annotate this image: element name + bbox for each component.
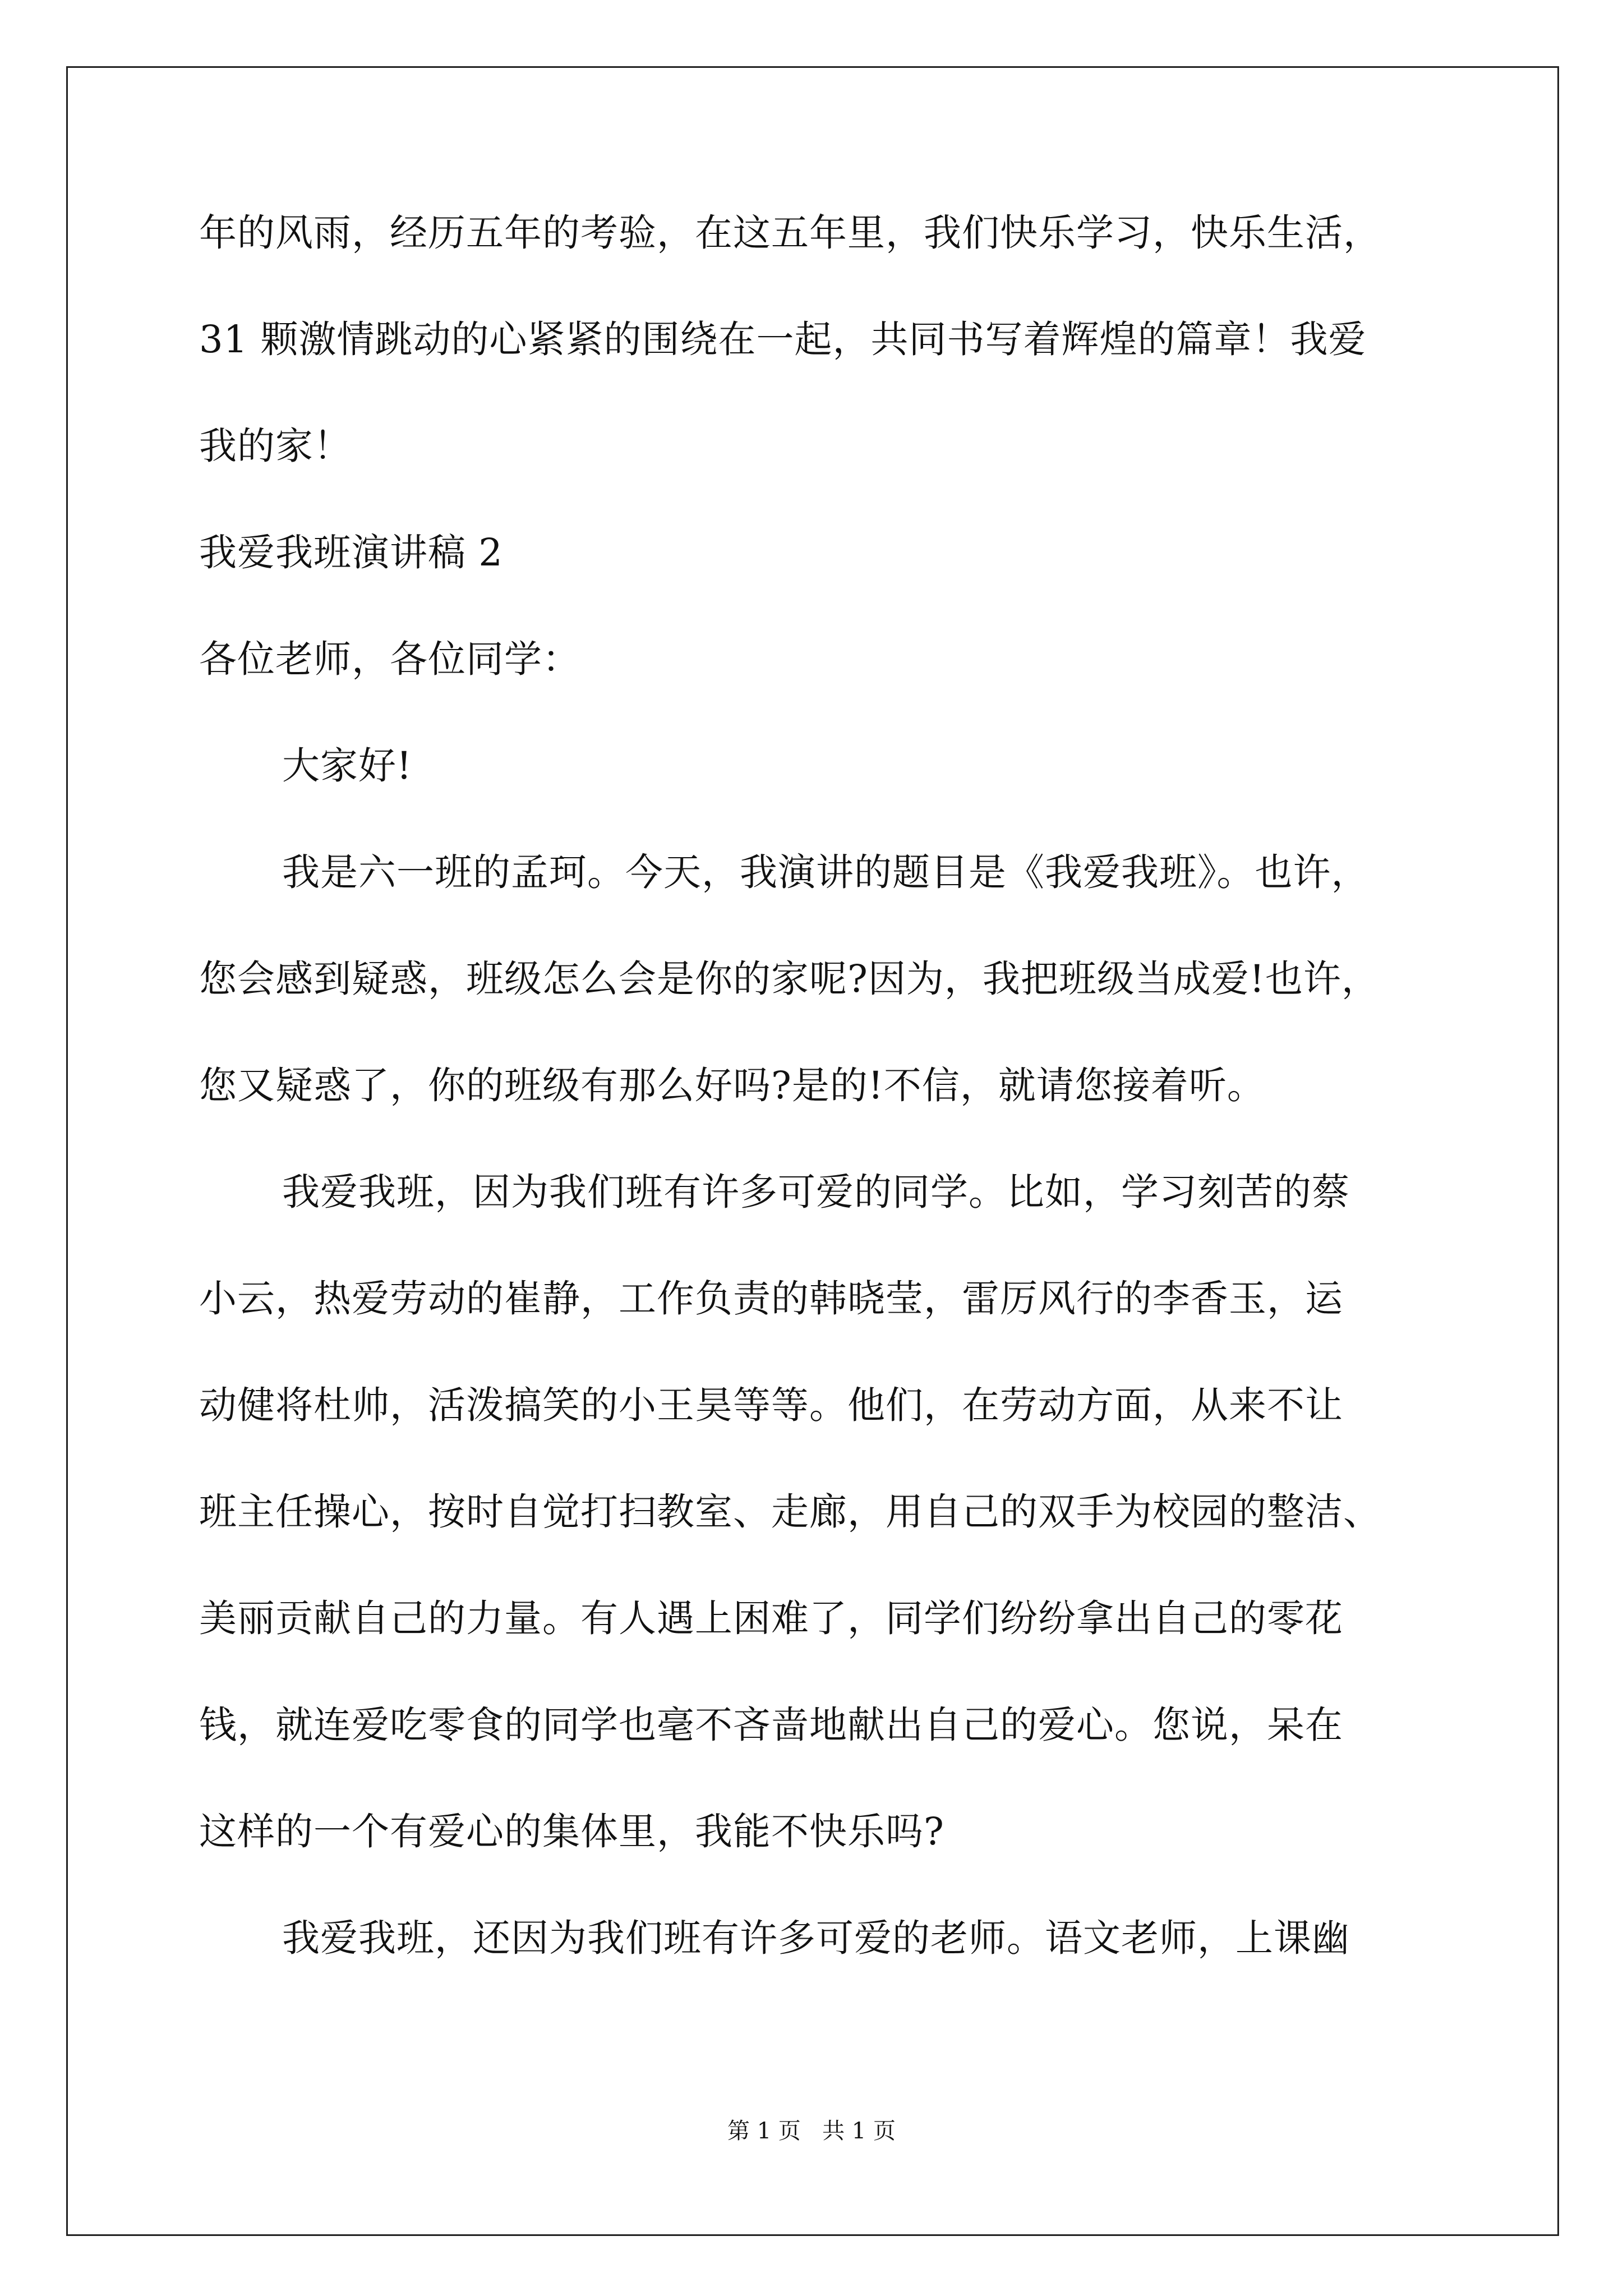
paragraph-line: 我是六一班的孟珂。今天，我演讲的题目是《我爱我班》。也许， <box>282 850 1370 894</box>
paragraph-line: 这样的一个有爱心的集体里，我能不快乐吗? <box>199 1810 944 1853</box>
paragraph-line: 我的家！ <box>199 424 352 468</box>
paragraph-line: 您会感到疑惑，班级怎么会是你的家呢?因为，我把班级当成爱!也许， <box>199 957 1380 1001</box>
page-border <box>66 66 1559 2236</box>
paragraph-line: 班主任操心，按时自觉打扫教室、走廊，用自己的双手为校园的整洁、 <box>199 1490 1381 1534</box>
page-footer: 第 1 页 共 1 页 <box>727 2118 896 2144</box>
paragraph-line: 钱，就连爱吃零食的同学也毫不吝啬地献出自己的爱心。您说，呆在 <box>199 1703 1343 1747</box>
paragraph-line: 我爱我班，还因为我们班有许多可爱的老师。语文老师，上课幽 <box>282 1916 1350 1960</box>
section-title: 我爱我班演讲稿 2 <box>199 531 503 574</box>
paragraph-line: 我爱我班，因为我们班有许多可爱的同学。比如，学习刻苦的蔡 <box>282 1170 1350 1214</box>
paragraph-line: 您又疑惑了，你的班级有那么好吗?是的!不信，就请您接着听。 <box>199 1064 1265 1107</box>
salutation: 各位老师，各位同学： <box>199 637 580 681</box>
greeting: 大家好! <box>282 744 412 788</box>
paragraph-line: 31 颗激情跳动的心紧紧的围绕在一起，共同书写着辉煌的篇章！我爱 <box>199 318 1367 361</box>
paragraph-line: 动健将杜帅，活泼搞笑的小王昊等等。他们，在劳动方面，从来不让 <box>199 1383 1343 1427</box>
paragraph-line: 美丽贡献自己的力量。有人遇上困难了，同学们纷纷拿出自己的零花 <box>199 1596 1343 1640</box>
paragraph-line: 年的风雨，经历五年的考验，在这五年里，我们快乐学习，快乐生活， <box>199 211 1381 255</box>
paragraph-line: 小云，热爱劳动的崔静，工作负责的韩晓莹，雷厉风行的李香玉，运 <box>199 1277 1343 1320</box>
